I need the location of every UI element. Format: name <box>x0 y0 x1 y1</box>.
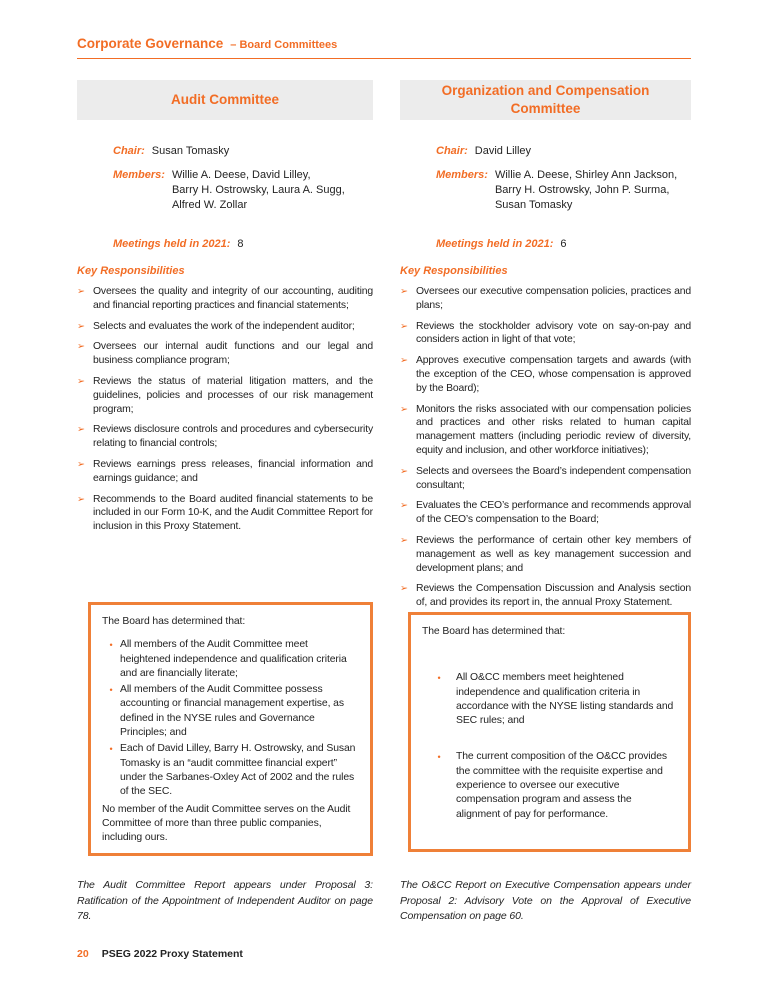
arrow-bullet-icon: ➢ <box>400 355 408 367</box>
determination-box-audit <box>88 602 373 856</box>
responsibility-text: Reviews disclosure controls and procedures and cybersecurity relating to financial controls; <box>93 424 373 450</box>
responsibility-item <box>77 493 373 534</box>
arrow-bullet-icon: ➢ <box>77 375 85 387</box>
page-number: 20 <box>77 948 89 960</box>
responsibility-item <box>400 403 691 458</box>
responsibility-item <box>400 534 691 575</box>
header-title: Corporate Governance <box>77 36 224 51</box>
arrow-bullet-icon: ➢ <box>400 583 408 595</box>
committee-columns <box>77 80 691 965</box>
chair-label: Chair: <box>113 145 145 157</box>
responsibility-text: Reviews the Compensation Discussion and Analysis section of, and provides its report in, the annual Proxy Statement. <box>416 583 691 609</box>
box-bullet-text: Each of David Lilley, Barry H. Ostrowsky, and Susan Tomasky is an “audit committee financial expert” under the Sarbanes-Oxley Act of 2002 and the rules of the SEC. <box>120 743 356 798</box>
arrow-bullet-icon: ➢ <box>77 424 85 436</box>
responsibility-text: Reviews earnings press releases, financial information and earnings guidance; and <box>93 458 373 484</box>
responsibility-item <box>77 458 373 486</box>
box-bullet-item <box>102 742 359 799</box>
chair-row <box>113 144 373 159</box>
committee-column-occ <box>400 80 691 965</box>
report-footnote-occ: The O&CC Report on Executive Compensation appears under Proposal 2: Advisory Vote on the Approval of Executive Compensation on page 60. <box>400 879 691 922</box>
arrow-bullet-icon: ➢ <box>77 320 85 332</box>
box-bullet-text: All members of the Audit Committee possess accounting or financial management expertise, as defined in the NYSE rules and Governance Principles; and <box>120 684 344 739</box>
responsibility-text: Recommends to the Board audited financial statements to be included in our Form 10-K, and the Audit Committee Report for inclusion in this Proxy Statement. <box>93 493 373 533</box>
responsibility-text: Oversees our executive compensation policies, practices and plans; <box>416 286 691 311</box>
key-responsibilities-heading: Key Responsibilities <box>77 265 185 277</box>
responsibility-item <box>77 340 373 368</box>
committee-column-audit <box>77 80 373 965</box>
arrow-bullet-icon: ➢ <box>400 500 408 512</box>
chair-name: David Lilley <box>474 145 532 157</box>
arrow-bullet-icon: ➢ <box>400 286 408 297</box>
meetings-row <box>436 237 691 252</box>
committee-meta-occ <box>400 144 691 252</box>
responsibility-item <box>400 285 691 313</box>
determination-box-occ <box>408 612 691 852</box>
responsibility-item <box>77 320 373 334</box>
member-line: Willie A. Deese, David Lilley, <box>171 169 311 181</box>
responsibility-item <box>77 423 373 451</box>
arrow-bullet-icon: ➢ <box>77 458 85 470</box>
box-bullets-audit <box>102 638 359 799</box>
arrow-bullet-icon: ➢ <box>77 493 85 505</box>
key-responsibilities-heading: Key Responsibilities <box>400 265 508 277</box>
chair-row <box>436 144 691 159</box>
arrow-bullet-icon: ➢ <box>400 403 408 415</box>
responsibility-item <box>400 320 691 348</box>
members-list <box>495 168 677 213</box>
responsibility-text: Reviews the stockholder advisory vote on say-on-pay and considers action in light of that vote; <box>416 320 691 346</box>
members-label: Members: <box>113 169 165 181</box>
responsibility-text: Selects and evaluates the work of the independent auditor; <box>93 320 355 332</box>
member-line: Barry H. Ostrowsky, John P. Surma, <box>494 184 670 196</box>
responsibility-text: Selects and oversees the Board’s independent compensation consultant; <box>416 465 691 491</box>
dot-bullet-icon: • <box>109 640 113 651</box>
box-bullet-item <box>102 683 359 740</box>
arrow-bullet-icon: ➢ <box>400 534 408 546</box>
box-bullets-occ <box>422 671 677 822</box>
arrow-bullet-icon: ➢ <box>400 465 408 477</box>
member-line: Susan Tomasky <box>494 199 573 211</box>
responsibility-item <box>77 285 373 313</box>
chair-name: Susan Tomasky <box>151 145 230 157</box>
box-note: No member of the Audit Committee serves on the Audit Committee of more than three public companies, including ours. <box>102 803 351 844</box>
member-line: Barry H. Ostrowsky, Laura A. Sugg, <box>171 184 345 196</box>
dot-bullet-icon: • <box>109 685 113 696</box>
committee-meta-audit <box>77 144 373 252</box>
meetings-row <box>113 237 373 252</box>
box-bullet-text: All O&CC members meet heightened independence and qualification criteria in accordance with the NYSE listing standards and SEC rules; and <box>456 672 674 727</box>
responsibility-text: Oversees our internal audit functions and our legal and business compliance program; <box>93 341 373 367</box>
responsibility-text: Approves executive compensation targets and awards (with the exception of the CEO, whose compensation is approved by the Board); <box>416 355 691 394</box>
members-row <box>113 168 373 213</box>
members-row <box>436 168 691 213</box>
meetings-label: Meetings held in 2021: <box>436 238 554 250</box>
member-line: Alfred W. Zollar <box>171 199 248 211</box>
meetings-count: 8 <box>237 238 244 250</box>
box-intro: The Board has determined that: <box>102 616 246 627</box>
responsibility-text: Evaluates the CEO’s performance and recommends approval of the CEO’s compensation to the Board; <box>416 500 691 526</box>
responsibility-text: Reviews the status of material litigation matters, and the guidelines, policies and processes of our risk management program; <box>93 375 373 415</box>
box-bullet-item <box>422 671 677 728</box>
arrow-bullet-icon: ➢ <box>400 320 408 332</box>
box-bullet-text: All members of the Audit Committee meet heightened independence and qualification criteria and are financially literate; <box>120 639 347 679</box>
responsibility-text: Oversees the quality and integrity of our accounting, auditing and financial reporting practices and financial statements; <box>93 286 373 311</box>
responsibility-item <box>400 354 691 395</box>
page-header <box>77 36 691 59</box>
responsibilities-list-occ <box>400 285 691 610</box>
arrow-bullet-icon: ➢ <box>77 341 85 353</box>
responsibility-item <box>400 465 691 493</box>
responsibility-item <box>400 499 691 527</box>
members-label: Members: <box>436 169 488 181</box>
responsibilities-list-audit <box>77 285 373 534</box>
committee-title-occ: Organization and Compensation Committee <box>400 80 691 120</box>
box-bullet-item <box>422 750 677 821</box>
responsibility-text: Reviews the performance of certain other key members of management as well as key management succession and development plans; and <box>416 534 691 574</box>
chair-label: Chair: <box>436 145 468 157</box>
responsibility-item <box>400 582 691 610</box>
footer-label: PSEG 2022 Proxy Statement <box>101 948 243 960</box>
dot-bullet-icon: • <box>109 744 113 755</box>
header-subtitle: – Board Committees <box>230 39 338 51</box>
members-list <box>172 168 345 213</box>
box-bullet-item <box>102 638 359 681</box>
dot-bullet-icon: • <box>437 752 441 763</box>
box-bullet-text: The current composition of the O&CC provides the committee with the requisite expertise and experience to oversee our executive compensation program and assess the alignment of pay for performance. <box>456 751 668 820</box>
arrow-bullet-icon: ➢ <box>77 286 85 297</box>
meetings-label: Meetings held in 2021: <box>113 238 231 250</box>
responsibility-text: Monitors the risks associated with our compensation policies and practices and other risks related to human capital management matters (including periodic review of diversity, equity and inclusion, and other workforce initiatives); <box>416 403 691 456</box>
box-intro: The Board has determined that: <box>422 626 566 637</box>
member-line: Willie A. Deese, Shirley Ann Jackson, <box>494 169 678 181</box>
committee-title-audit: Audit Committee <box>77 80 373 120</box>
report-footnote-audit: The Audit Committee Report appears under Proposal 3: Ratification of the Appointment of Independent Auditor on page 78. <box>77 879 373 922</box>
dot-bullet-icon: • <box>437 673 441 684</box>
meetings-count: 6 <box>560 238 567 250</box>
responsibility-item <box>77 375 373 416</box>
page-footer <box>77 948 243 960</box>
